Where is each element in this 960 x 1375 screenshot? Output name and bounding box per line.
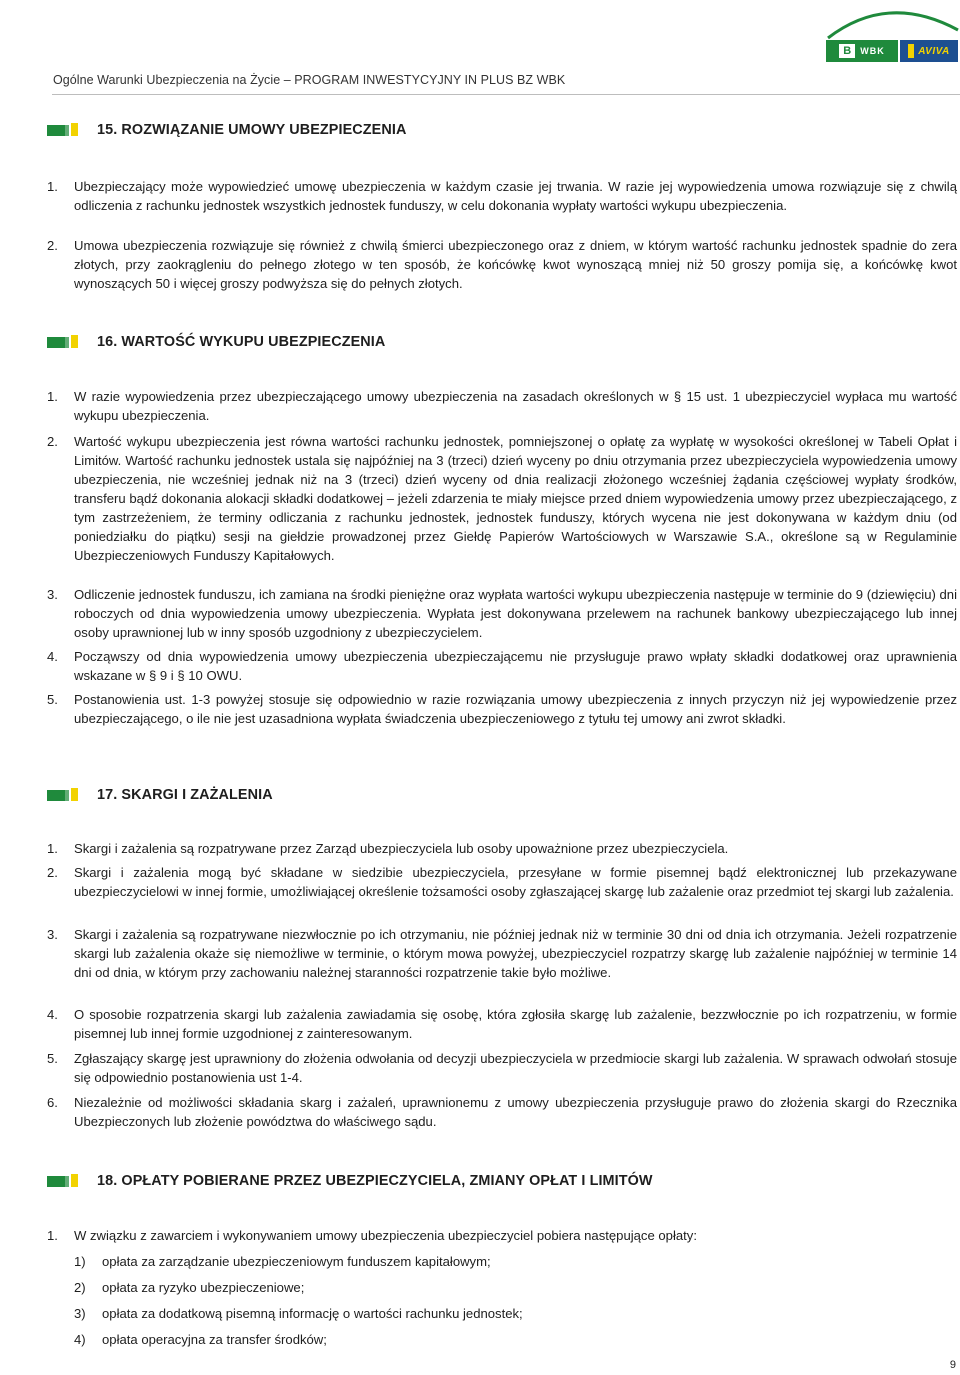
bzwbk-logo-mark: B [839, 44, 855, 58]
section-marker-icon [47, 335, 81, 349]
subitem-number: 3) [74, 1306, 86, 1321]
item-number: 3. [47, 927, 58, 942]
item-number: 2. [47, 434, 58, 449]
bzwbk-aviva-logo [818, 0, 960, 70]
sublist-item [74, 1330, 954, 1356]
header-divider [52, 94, 960, 95]
sublist-item [74, 1304, 954, 1330]
list-item [47, 690, 957, 728]
item-number: 1. [47, 389, 58, 404]
item-text: Ubezpieczający może wypowiedzieć umowę ubezpieczenia w każdym czasie jej trwania. W razie jej wypowiedzenia umowa rozwiązuje się z chwilą odliczenia z rachunku jednostek wszystkich jednostek funduszy, w celu dokonania wypłaty wartości wykupu ubezpieczenia. [74, 179, 957, 213]
section-18-list [47, 1226, 957, 1245]
section-title: 15. ROZWIĄZANIE UMOWY UBEZPIECZENIA [97, 122, 407, 138]
list-item [47, 647, 957, 690]
subitem-text: opłata operacyjna za transfer środków; [102, 1332, 327, 1347]
item-text: Skargi i zażalenia mogą być składane w siedzibie ubezpieczyciela, przesyłane w formie pisemnej bądź elektronicznej lub przekazywane ubezpieczycielowi w innej formie, umożliwiającej określenie tożsamości osoby zgłaszającej skargę lub zażalenie oraz przedmiot tej skargi lub zażalenia. [74, 865, 957, 899]
item-text: Skargi i zażalenia są rozpatrywane przez Zarząd ubezpieczyciela lub osoby upoważnione przez ubezpieczyciela. [74, 841, 729, 856]
item-text: Począwszy od dnia wypowiedzenia umowy ubezpieczenia ubezpieczającemu nie przysługuje prawo wpłaty składki dodatkowej oraz uprawnienia wskazane w § 9 i § 10 OWU. [74, 649, 957, 683]
subitem-number: 2) [74, 1280, 86, 1295]
item-number: 5. [47, 692, 58, 707]
item-text: Zgłaszający skargę jest uprawniony do złożenia odwołania od decyzji ubezpieczyciela w przedmiocie skargi lub zażalenia. W sprawach odwołań stosuje się odpowiednio postanowienia ust 1-4. [74, 1051, 957, 1085]
item-number: 3. [47, 587, 58, 602]
item-number: 1. [47, 1228, 58, 1243]
item-number: 2. [47, 238, 58, 253]
item-number: 5. [47, 1051, 58, 1066]
item-number: 2. [47, 865, 58, 880]
item-text: W związku z zawarciem i wykonywaniem umowy ubezpieczenia ubezpieczyciel pobiera następujące opłaty: [74, 1228, 697, 1243]
list-item [47, 1226, 957, 1245]
section-title: 17. SKARGI I ZAŻALENIA [97, 787, 273, 803]
section-marker-icon [47, 788, 81, 802]
list-item [47, 177, 957, 232]
section-18-heading [47, 1171, 653, 1191]
section-16-heading [47, 332, 385, 352]
section-marker-icon [47, 1174, 81, 1188]
section-18-sublist [74, 1252, 954, 1356]
list-item [47, 1093, 957, 1131]
section-17-list [47, 839, 957, 1131]
item-number: 4. [47, 649, 58, 664]
bzwbk-logo-text: WBK [860, 46, 885, 56]
item-number: 1. [47, 841, 58, 856]
list-item [47, 1049, 957, 1093]
item-number: 6. [47, 1095, 58, 1110]
subitem-number: 1) [74, 1254, 86, 1269]
section-title: 16. WARTOŚĆ WYKUPU UBEZPIECZENIA [97, 334, 386, 350]
item-text: Odliczenie jednostek funduszu, ich zamiana na środki pieniężne oraz wypłata wartości wykupu ubezpieczenia następuje w terminie do 9 (dziewięciu) dni roboczych od dnia wypowiedzenia umowy ubezpieczenia. Wypłata jest dokonywana przelewem na rachunek bankowy ubezpieczającego lub innej osoby uprawnionej lub w inny sposób uzgodniony z ubezpieczycielem. [74, 587, 957, 640]
subitem-number: 4) [74, 1332, 86, 1347]
bzwbk-logo [826, 40, 898, 62]
list-item [47, 387, 957, 432]
subitem-text: opłata za ryzyko ubezpieczeniowe; [102, 1280, 305, 1295]
section-16-list [47, 387, 957, 728]
item-text: O sposobie rozpatrzenia skargi lub zażalenia zawiadamia się osobę, która zgłosiła skargę lub zażalenie, bezzwłocznie po ich rozpatrzeniu, w formie pisemnej lub innej formie uzgodnionej z zainteresowanym. [74, 1007, 957, 1041]
item-text: Postanowienia ust. 1-3 powyżej stosuje się odpowiednio w razie rozwiązania umowy ubezpieczenia z innych przyczyn niż jej wypowiedzenie przez ubezpieczającego, o ile nie jest uzasadniona wypłata świadczenia ubezpieczeniowego z tytułu tej umowy ani zwrot składki. [74, 692, 957, 726]
item-text: Niezależnie od możliwości składania skarg i zażaleń, uprawnionemu z umowy ubezpieczenia przysługuje prawo do złożenia skargi do Rzecznika Ubezpieczonych lub złożenie powództwa do właściwego sądu. [74, 1095, 957, 1129]
list-item [47, 925, 957, 1005]
item-number: 1. [47, 179, 58, 194]
item-number: 4. [47, 1007, 58, 1022]
aviva-logo-mark [908, 44, 914, 58]
section-marker-icon [47, 123, 81, 137]
list-item [47, 432, 957, 585]
aviva-logo [900, 40, 958, 62]
section-title: 18. OPŁATY POBIERANE PRZEZ UBEZPIECZYCIELA, ZMIANY OPŁAT I LIMITÓW [97, 1173, 653, 1189]
sublist-item [74, 1252, 954, 1278]
section-15-list [47, 177, 957, 293]
list-item [47, 585, 957, 647]
subitem-text: opłata za zarządzanie ubezpieczeniowym funduszem kapitałowym; [102, 1254, 491, 1269]
list-item [47, 839, 957, 863]
section-15-heading [47, 120, 406, 140]
page-number: 9 [949, 1359, 956, 1371]
section-17-heading [47, 785, 273, 805]
list-item [47, 1005, 957, 1049]
list-item [47, 236, 957, 293]
list-item [47, 863, 957, 925]
logo-arc-icon [818, 0, 960, 44]
sublist-item [74, 1278, 954, 1304]
document-header-title: Ogólne Warunki Ubezpieczenia na Życie – PROGRAM INWESTYCYJNY IN PLUS BZ WBK [53, 73, 566, 87]
item-text: W razie wypowiedzenia przez ubezpieczającego umowy ubezpieczenia na zasadach określonych w § 15 ust. 1 ubezpieczyciel wypłaca mu wartość wykupu ubezpieczenia. [74, 389, 957, 423]
subitem-text: opłata za dodatkową pisemną informację o wartości rachunku jednostek; [102, 1306, 523, 1321]
item-text: Skargi i zażalenia są rozpatrywane niezwłocznie po ich otrzymaniu, nie później jednak niż w terminie 30 dni od dnia ich otrzymania. Jeżeli rozpatrzenie skargi lub zażalenia okaże się niemożliwe w terminie, o którym mowa powyżej, ubezpieczyciel rozpatrzy skargę lub zażalenie najpóźniej w terminie 14 dni od dnia, w którym przy zachowaniu należnej staranności rozpatrzenie takie było możliwe. [74, 927, 957, 980]
item-text: Umowa ubezpieczenia rozwiązuje się również z chwilą śmierci ubezpieczonego oraz z dniem, w którym wartość rachunku jednostek spadnie do zera złotych, przy zaokrągleniu do pełnego złotego w ten sposób, że końcówkę kwot wynoszącą mniej niż 50 groszy pomija się, a końcówkę kwot wynoszących 50 i więcej groszy podwyższa się do pełnych złotych. [74, 238, 957, 291]
aviva-logo-text: AVIVA [918, 45, 950, 57]
item-text: Wartość wykupu ubezpieczenia jest równa wartości rachunku jednostek, pomniejszonej o opłatę za wypłatę w wysokości określonej w Tabeli Opłat i Limitów. Wartość rachunku jednostek ustala się najpóźniej na 3 (trzeci) dzień wyceny po dniu otrzymania przez ubezpieczyciela wypowiedzenia umowy ubezpieczenia, nie wcześniej jednak niż na 3 (trzeci) dzień wyceny od dnia realizacji złożonego wcześniej żądania częściowej wypłaty środków, transferu bądź dokonania alokacji składki dodatkowej – jeżeli zdarzenia te miały miejsce przed dniem wypowiedzenia umowy przez ubezpieczającego, z tym zastrzeżeniem, że terminy odliczania z rachunku jednostek, jednostek funduszy, których wycena nie jest dokonywana w każdym dniu (od poniedziałku do piątku) sesji na giełdzie prowadzonej przez Giełdę Papierów Wartościowych w Warszawie S.A., określone są w Regulaminie Ubezpieczeniowych Funduszy Kapitałowych. [74, 434, 957, 563]
